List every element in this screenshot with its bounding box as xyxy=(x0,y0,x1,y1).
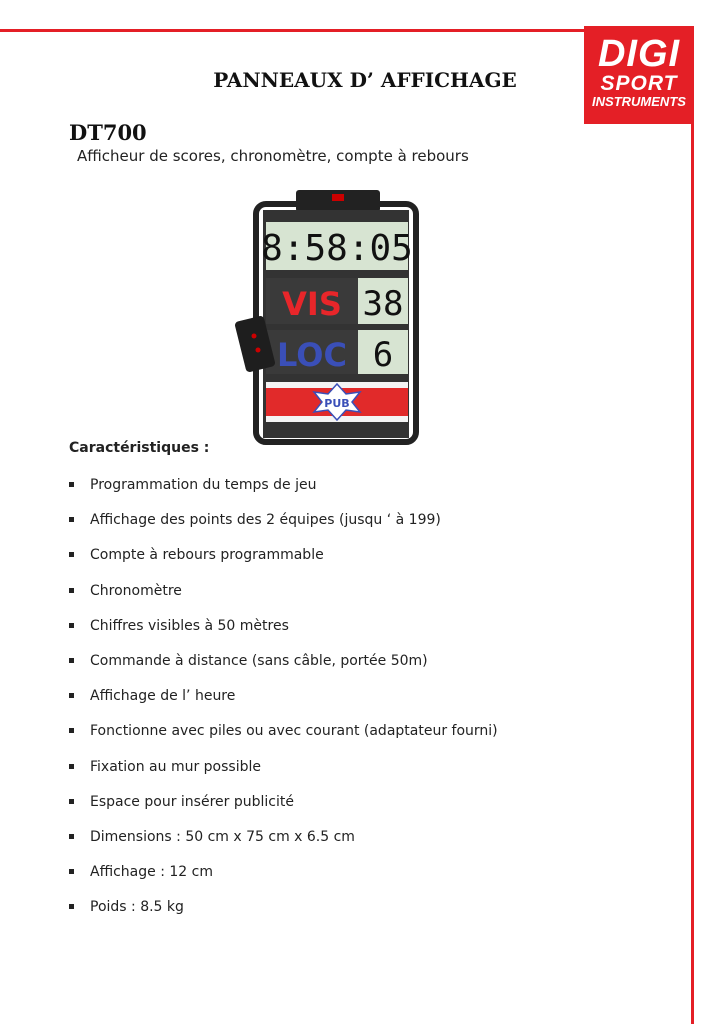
logo-line-1: DIGI xyxy=(597,33,681,75)
bullet-icon xyxy=(69,764,74,769)
bullet-icon xyxy=(69,728,74,733)
bullet-icon xyxy=(69,623,74,628)
bullet-icon xyxy=(69,904,74,909)
bullet-icon xyxy=(69,658,74,663)
model-title: DT700 xyxy=(69,120,147,145)
model-subtitle: Afficheur de scores, chronomètre, compte à rebours xyxy=(77,147,469,165)
bullet-icon xyxy=(69,799,74,804)
logo-line-3: INSTRUMENTS xyxy=(592,94,686,109)
bullet-icon xyxy=(69,834,74,839)
visitor-score: 38 xyxy=(362,284,404,324)
time-display: 8:58:05 xyxy=(261,228,413,269)
features-title: Caractéristiques : xyxy=(69,440,210,456)
ad-label: PUB xyxy=(324,397,350,410)
page-heading: PANNEAUX D’ AFFICHAGE xyxy=(213,68,517,92)
digi-sport-logo xyxy=(584,26,694,124)
home-label: LOC xyxy=(277,336,347,374)
bullet-icon xyxy=(69,588,74,593)
bullet-icon xyxy=(69,552,74,557)
top-red-rule xyxy=(0,29,586,32)
bullet-icon xyxy=(69,693,74,698)
visitor-label: VIS xyxy=(282,285,342,323)
side-red-rule xyxy=(691,120,694,1024)
bullet-icon xyxy=(69,869,74,874)
bullet-icon xyxy=(69,482,74,487)
scoreboard-photo xyxy=(232,178,442,448)
logo-line-2: SPORT xyxy=(600,72,678,95)
home-score: 6 xyxy=(372,335,394,375)
bullet-icon xyxy=(69,517,74,522)
